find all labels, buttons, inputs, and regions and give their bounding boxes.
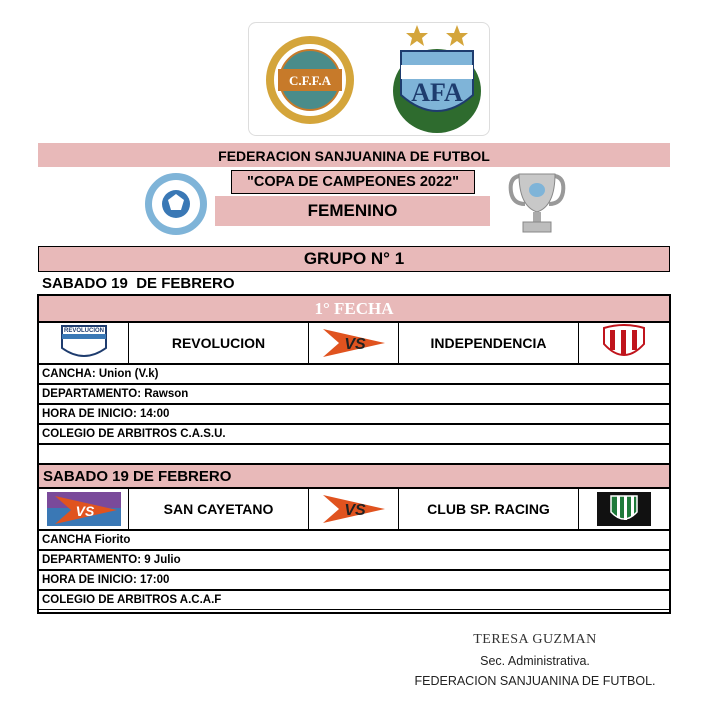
cup-title: "COPA DE CAMPEONES 2022" (231, 170, 475, 194)
afa-logo (387, 23, 487, 135)
signature-block (400, 632, 670, 688)
match-date-1: SABADO 19 DE FEBRERO (42, 275, 235, 292)
svg-text:VS: VS (343, 336, 366, 353)
match1-departamento: DEPARTAMENTO: Rawson (38, 384, 670, 404)
fecha-title: 1° FECHA (39, 296, 669, 322)
home-badge-cell (39, 323, 129, 363)
vs-icon (319, 491, 389, 527)
home-team: REVOLUCION (129, 323, 309, 363)
revolucion-badge-text: REVOLUCION (63, 328, 104, 334)
vs-cell (309, 323, 399, 363)
signature-role: Sec. Administrativa. (480, 654, 590, 668)
match1-colegio: COLEGIO DE ARBITROS C.A.S.U. (38, 424, 670, 444)
away-team: CLUB SP. RACING (399, 489, 579, 529)
spacer-row (38, 444, 670, 464)
logos-box (248, 22, 490, 136)
svg-text:VS: VS (75, 503, 94, 519)
match2-hora: HORA DE INICIO: 17:00 (38, 570, 670, 590)
federation-header: FEDERACION SANJUANINA DE FUTBOL (38, 143, 670, 167)
vs-icon (319, 325, 389, 361)
signature-org: FEDERACION SANJUANINA DE FUTBOL. (414, 674, 656, 688)
match2-departamento: DEPARTAMENTO: 9 Julio (38, 550, 670, 570)
signature-name: TERESA GUZMAN (473, 632, 597, 647)
trophy-icon (505, 170, 569, 238)
vs-cell (309, 489, 399, 529)
home-team: SAN CAYETANO (129, 489, 309, 529)
afa-logo-text: AFA (411, 78, 463, 107)
independencia-badge (600, 324, 648, 362)
match2-cancha: CANCHA Fiorito (38, 530, 670, 550)
match2-colegio: COLEGIO DE ARBITROS A.C.A.F (38, 590, 670, 610)
category-title: FEMENINO (215, 196, 490, 226)
home-badge-cell (39, 489, 129, 529)
match-row-2 (38, 488, 670, 530)
fsf-logo (138, 170, 214, 238)
cffa-logo (255, 35, 365, 125)
match-row-1 (38, 322, 670, 364)
svg-text:VS: VS (343, 502, 366, 519)
match1-cancha: CANCHA: Union (V.k) (38, 364, 670, 384)
revolucion-badge (58, 324, 110, 362)
away-badge-cell (579, 489, 669, 529)
away-badge-cell (579, 323, 669, 363)
away-team: INDEPENDENCIA (399, 323, 579, 363)
group-title: GRUPO N° 1 (38, 246, 670, 272)
cffa-logo-text: C.F.F.A (288, 73, 332, 88)
san-cayetano-badge (45, 490, 123, 528)
match1-hora: HORA DE INICIO: 14:00 (38, 404, 670, 424)
racing-badge (595, 490, 653, 528)
match-date-2: SABADO 19 DE FEBRERO (38, 464, 670, 488)
